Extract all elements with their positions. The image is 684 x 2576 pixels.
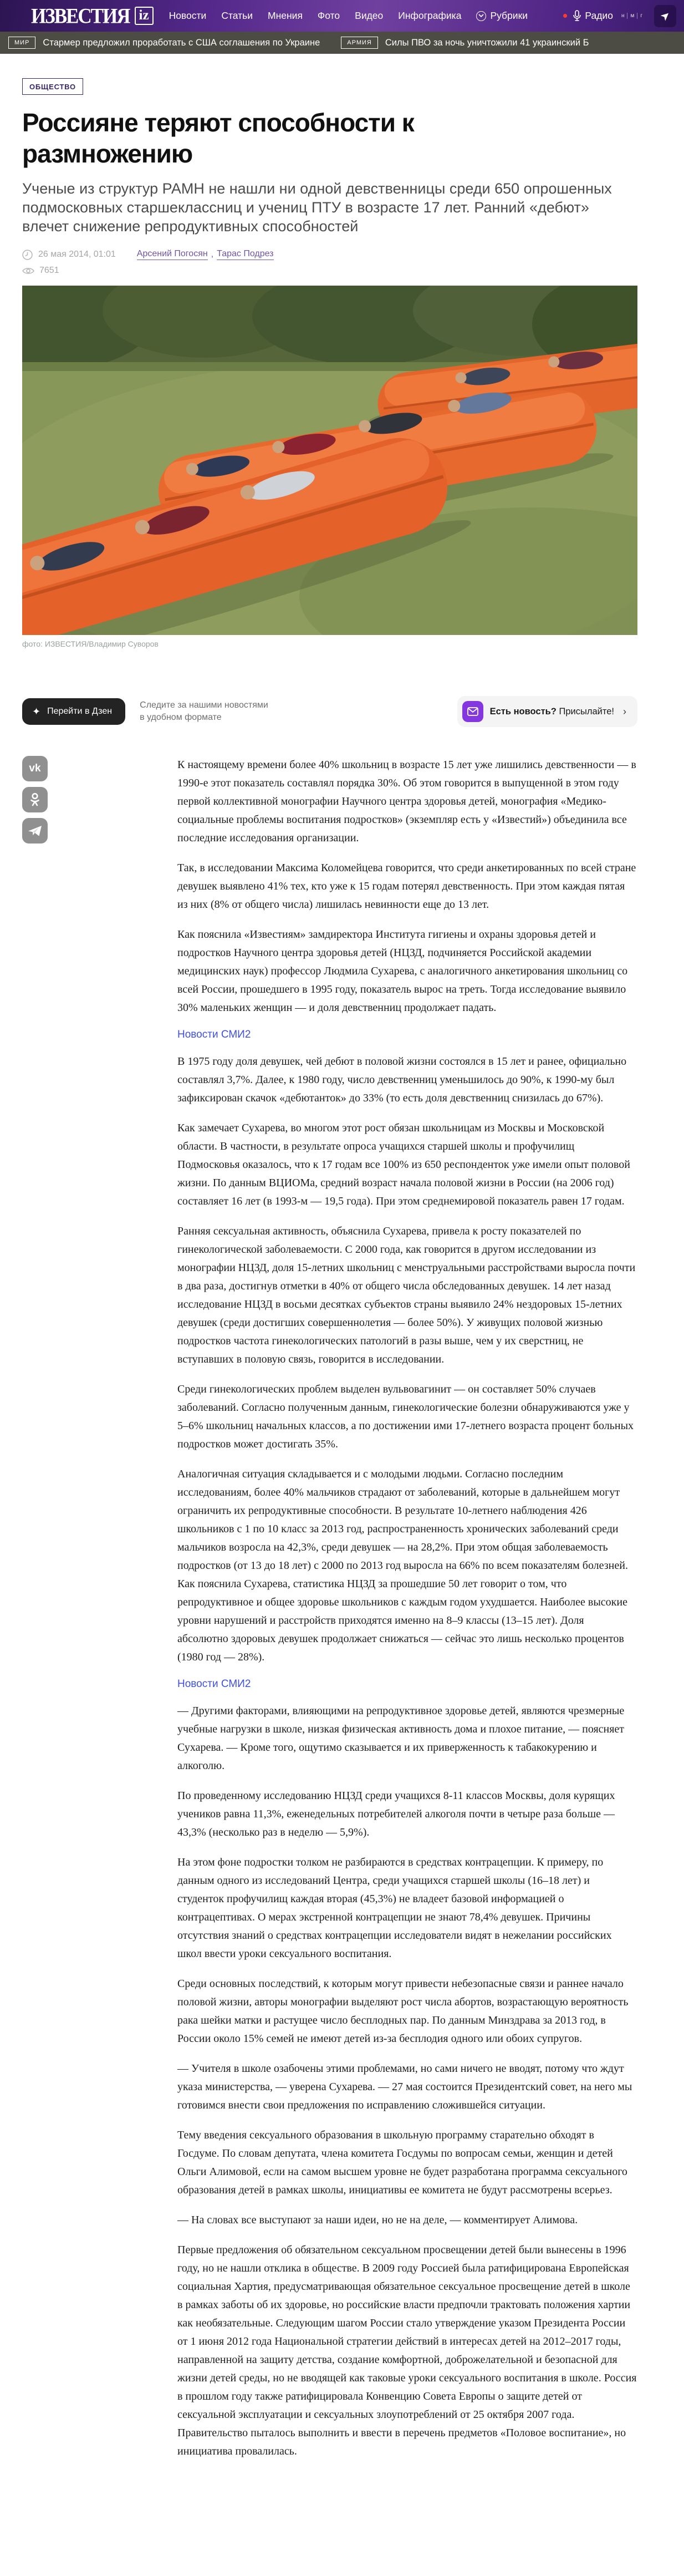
nav-video[interactable]: Видео	[355, 10, 384, 21]
share-sidebar	[22, 756, 177, 2472]
ticker-item[interactable]	[8, 37, 320, 49]
nav-news[interactable]: Новости	[169, 10, 207, 21]
follow-hint	[140, 699, 268, 724]
telegram-icon	[28, 824, 42, 837]
dzen-button-label: Перейти в Дзен	[47, 707, 113, 717]
share-ok-button[interactable]	[22, 787, 48, 812]
ok-icon	[28, 792, 42, 807]
microphone-icon	[573, 10, 581, 22]
nmg-logo	[619, 13, 645, 19]
rubrics-chevron-icon	[476, 11, 486, 21]
dzen-button[interactable]	[22, 698, 125, 725]
article-paragraph: Тему введения сексуального образования в школьную программу старательно обходят в Госдуме. По словам депутата, члена комитета Госдумы по вопросам семьи, женщин и детей Ольги Алимовой, если на самом высшем уровне не будет разработана программа сексуального образования детей в рамках школы, инициативы ее комитета не будут рассмотрены всерьез.	[177, 2129, 627, 2197]
send-arrow-icon: ➤	[657, 8, 673, 24]
hero-photo	[22, 286, 637, 635]
logo-iz-badge: iz	[135, 7, 154, 26]
views-counter	[22, 266, 637, 276]
article-quote-paragraph: — На словах все выступают за наши идеи, но не на деле, — комментирует Алимова.	[177, 2214, 578, 2227]
article-paragraph: Как замечает Сухарева, во многом этот рост обязан школьницам из Москвы и Московской области. В частности, в результате опроса учащихся старшей школы и профучилищ Подмосковья оказалось, что к 17 годам все 100% из 650 респонденток уже имели опыт половой жизни. По данным ВЦИОМа, средний возраст начала половой жизни в России (на 2006 год) составляет 16 лет (в 1993-м — 19,5 года). При этом среднемировой показатель равен 17 годам.	[177, 1122, 630, 1208]
header-right	[563, 5, 676, 27]
smi2-news-link[interactable]: Новости СМИ2	[177, 1029, 251, 1041]
nav-articles[interactable]: Статьи	[221, 10, 253, 21]
ticker-tag: МИР	[8, 37, 35, 49]
photo-credit: фото: ИЗВЕСТИЯ/Владимир Суворов	[22, 639, 159, 649]
follow-hint-line: в удобном формате	[140, 713, 222, 723]
article-subtitle: Ученые из структур РАМН не нашли ни одной девственницы среди 650 опрошенных подмосковных старшеклассниц и учениц ПТУ в возрасте 17 лет. Ранний «дебют» влечет снижение репродуктивных способностей	[22, 180, 612, 235]
author-link[interactable]: Тарас Подрез	[217, 249, 273, 260]
follow-row	[22, 696, 637, 727]
article-paragraph: Аналогичная ситуация складывается и с молодыми людьми. Согласно последним исследованиям, более 40% мальчиков страдают от заболеваний, которые в дальнейшем могут ограничить их репродуктивные способности. В результате 10-летнего наблюдения 426 школьников с 1 по 10 класс за 2013 год, распространенность хронических заболеваний среди мальчиков возросла на 42,3%, среди девушек — на 28,2%. При этом общая заболеваемость подростков (от 13 до 18 лет) с 2000 по 2013 год выросла на 66% по всем показателям болезней. Как пояснила Сухарева, статистика НЦЗД за прошедшие 50 лет говорит о том, что репродуктивное и общее здоровье школьников с каждым годом ухудшается. Наиболее высокие уровни нарушений и расстройств приходятся именно на 8–9 классы (13–15 лет). Доля абсолютно здоровых девушек продолжает снижаться — сейчас это лишь несколько процентов (1980 год — 28%).	[177, 1468, 628, 1664]
ticker-headline: Силы ПВО за ночь уничтожили 41 украинский Б	[385, 37, 589, 48]
ticker-item[interactable]	[341, 37, 589, 49]
article-paragraph: Как пояснила «Известиям» замдиректора Института гигиены и охраны здоровья детей и подростков Научного центра здоровья детей (НЦЗД, подчиняется Российской академии медицинских наук) профессор Людмила Сухарева, с аналогичного анкетирования школьниц со всей России, прошедшего в 1995 году, показатель вырос на треть. Тогда исследование выявило 30% маленьких женщин — и доля девственниц продолжает падать.	[177, 928, 628, 1014]
article-quote-paragraph: — Другими факторами, влияющими на репродуктивное здоровье детей, являются чрезмерные учебные нагрузки в школе, низкая физическая активность дома и плохое питание, — поясняет Сухарева. — Кроме того, ощутимо сказывается и их приверженность к табакокурению и алкоголю.	[177, 1705, 625, 1772]
article-paragraph: Так, в исследовании Максима Коломейцева говорится, что среди анкетированных по всей стране девушек выявлено 41% тех, кто уже к 15 годам потерял девственность. При этом каждая пятая из них (8% от общего числа) лишилась невинности еще до 13 лет.	[177, 862, 636, 911]
share-telegram-button[interactable]	[22, 818, 48, 844]
category-badge[interactable]: ОБЩЕСТВО	[22, 78, 83, 95]
nav-rubrics-label: Рубрики	[490, 10, 528, 21]
author-separator: ,	[211, 250, 214, 260]
nav-infographics[interactable]: Инфографика	[398, 10, 462, 21]
logo-wordmark: ИЗВЕСТИЯ	[31, 3, 130, 28]
live-dot-icon	[563, 14, 567, 18]
article-quote-paragraph: — Учителя в школе озабочены этими проблемами, но сами ничего не вводят, потому что ждут указа министерства, — уверена Сухарева. — 27 мая состоится Президентский совет, на него мы готовимся внести свои предложения по исправлению сложившейся ситуации.	[177, 2062, 632, 2112]
radio-label: Радио	[585, 10, 613, 21]
radio-link[interactable]	[573, 10, 613, 22]
authors	[137, 249, 274, 260]
nav-photo[interactable]: Фото	[317, 10, 340, 21]
ticker-tag: АРМИЯ	[341, 37, 378, 49]
nmg-letter: н	[621, 13, 625, 19]
article-paragraph: В 1975 году доля девушек, чей дебют в половой жизни состоялся в 15 лет и ранее, официально составлял 3,7%. Далее, к 1980 году, число девственниц уменьшилось до 90%, к 1990-му был зафиксирован скачок «дебютанток» до 33% (то есть доля девственниц снизилась до 67%).	[177, 1055, 627, 1105]
eye-icon	[22, 267, 34, 275]
site-header	[0, 0, 684, 32]
article-paragraph: Ранняя сексуальная активность, объяснила Сухарева, привела к росту показателей по гинекологической заболеваемости. С 2000 года, как говорится в другом исследовании из монографии НЦЗД, доля 15-летних школьниц с менструальными расстройствами выросла почти в два раза, достигнув отметки в 40% от общего числа обследованных девушек. 14 лет назад исследование НЦЗД в восьми десятках субъектов страны выявило 24% нездоровых 15-летних девушек (среди достигших совершеннолетия — более 50%). У живущих половой жизнью подростков частота гинекологических патологий в разы выше, чем у их сверстниц, не вступавших в половую связь, говорится в исследовании.	[177, 1225, 636, 1366]
nmg-letter: г	[637, 13, 645, 19]
article-paragraph: Среди основных последствий, к которым могут привести небезопасные связи и раннее начало половой жизни, авторы монографии выделяют рост числа абортов, возрастающую вероятность рака шейки матки и растущее число бесплодных пар. По данным Минздрава за 2013 год, в России около 15% семей не имеют детей из-за бесплодия одного или обоих супругов.	[177, 1978, 629, 2045]
hero-photo-illustration	[22, 286, 637, 635]
vk-icon: vk	[29, 763, 41, 775]
dzen-star-icon: ✦	[32, 706, 41, 718]
nmg-letter: м	[627, 13, 637, 19]
envelope-icon	[462, 701, 483, 722]
nav-opinions[interactable]: Мнения	[268, 10, 303, 21]
nav-rubrics[interactable]	[476, 10, 528, 22]
send-arrow-button[interactable]	[654, 5, 676, 27]
article-body	[177, 756, 637, 2472]
article-paragraph: На этом фоне подростки толком не разбираются в средствах контрацепции. К примеру, по данным одного из исследований Центра, среди учащихся старшей школы (16–18 лет) и студенток профучилищ каждая вторая (45,3%) не владеет базовой информацией о контрацептивах. О мерах экстренной контрацепции не знают 78,4% девушек. Причины отсутствия знаний о средствах контрацепции исследователи видят в нежелании российских школ ввести уроки сексуального воспитания.	[177, 1856, 612, 1960]
clock-icon	[22, 250, 33, 260]
main-nav	[169, 10, 528, 22]
submit-news-label	[490, 707, 614, 717]
chevron-right-icon: ›	[623, 705, 626, 717]
share-vk-button[interactable]	[22, 756, 48, 781]
author-link[interactable]: Арсений Погосян	[137, 249, 208, 260]
news-ticker	[0, 32, 684, 54]
article-paragraph: Первые предложения об обязательном сексуальном просвещении детей были вынесены в 1996 году, но не нашли отклика в обществе. В 2009 году Россией была ратифицирована Европейская социальная Хартия, предусматривающая обязательное сексуальное просвещение детей в школе в рамках заботы об их здоровье, но российские власти предпочли трактовать положения хартии как необязательные. Следующим шагом России стало утверждение указом Президента России от 1 июня 2012 года Национальной стратегии действий в интересах детей на 2012–2017 годы, направленной на защиту детства, создание комфортной, доброжелательной и безопасной для жизни детей среды, но не вводящей как таковые уроки сексуального воспитания в школе. Россия в прошлом году также ратифицировала Конвенцию Совета Европы о защите детей от сексуальной эксплуатации и сексуальных злоупотреблений от 25 октября 2007 года. Правительство пыталось выполнить и ввести в перечень предметов «Половое воспитание», но инициатива провалилась.	[177, 2244, 637, 2458]
follow-hint-line: Следите за нашими новостями	[140, 700, 268, 710]
submit-news-label-rest: Присылайте!	[556, 706, 614, 717]
publish-date: 26 мая 2014, 01:01	[38, 250, 116, 260]
article-paragraph: Среди гинекологических проблем выделен вульвовагинит — он составляет 50% случаев заболеваний. Согласно полученным данным, гинекологические болезни обнаруживаются уже у 5–6% школьниц начальных классов, а по достижении ими 17-летнего возраста процент больных подростков может достигать 35%.	[177, 1383, 634, 1451]
article-page	[0, 54, 684, 2494]
submit-news-button[interactable]	[457, 696, 637, 727]
smi2-news-link[interactable]: Новости СМИ2	[177, 1678, 251, 1690]
article-paragraph: По проведенному исследованию НЦЗД среди учащихся 8-11 классов Москвы, доля курящих учеников равна 11,3%, еженедельных потребителей алкоголя почти в четыре раза больше — 43,3% (несколько раз в неделю — 5,9%).	[177, 1790, 615, 1839]
article-layout	[22, 756, 637, 2472]
page-title: Россияне теряют способности к размножению	[22, 108, 414, 169]
article-meta	[22, 249, 637, 260]
views-count: 7651	[39, 266, 59, 276]
ticker-headline: Стармер предложил проработать с США соглашения по Украине	[43, 37, 320, 48]
izvestia-logo[interactable]	[31, 5, 154, 27]
article-paragraph: К настоящему времени более 40% школьниц в возрасте 15 лет уже лишились девственности — в 1990-е этот показатель составлял порядка 30%. Об этом говорится в выпущенной в этом году первой коллективной монографии Научного центра здоровья детей, монография «Медико-социальные проблемы воспитания подростков» (экземпляр есть у «Известий») объединила все последние исследования организации.	[177, 759, 636, 845]
submit-news-label-bold: Есть новость?	[489, 706, 557, 717]
